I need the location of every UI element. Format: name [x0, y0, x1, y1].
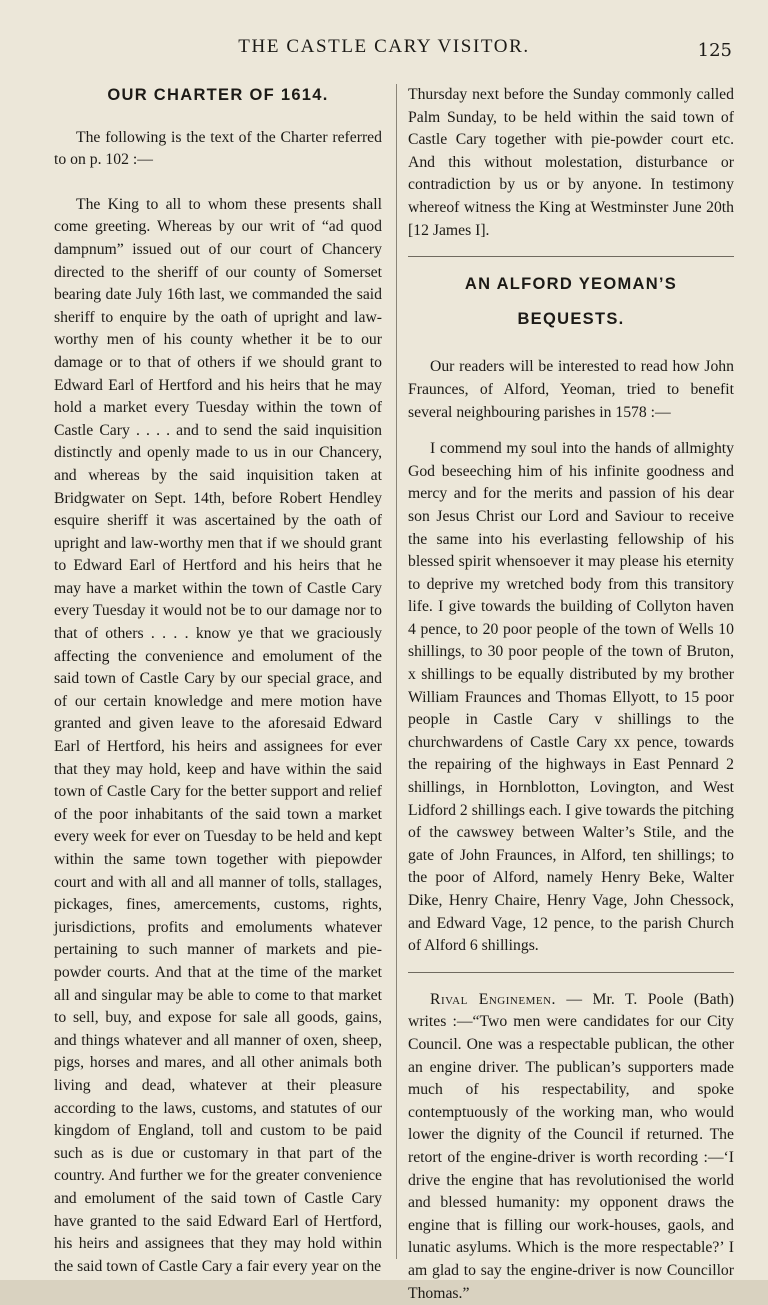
right-column: [408, 84, 734, 1305]
charter-body-part1: The King to all to whom these presents shall come greeting. Whereas by our writ of “ad quod dampnum” issued out of our court of Chancery directed to the sheriff of our county of Somerset bearing date July 16th last, we commanded the said sheriff to enquire by the oath of upright and law-worthy men of his county whether it be to our damage or to that of others if we should grant to Edward Earl of Hertford and his heirs that he may hold a market every Tuesday within the town of Castle Cary . . . . and to send the said inquisition distinctly and openly made to us in our Chancery, and whereas by the said inquisition taken at Bridgwater on Sept. 14th, before Robert Hendley esquire sheriff it was ascertained by the oath of upright and law-worthy men that if we should grant to Edward Earl of Hertford and his heirs that he may have a market within the town of Castle Cary every Tuesday it would not be to our damage nor to that of others . . . . know ye that we graciously affecting the convenience and emolument of the said town of Castle Cary by our special grace, and of our certain knowledge and mere motion have granted and given leave to the aforesaid Edward Earl of Hertford, his heirs and assignees for ever that they may hold, keep and have within the said town of Castle Cary for the better support and relief of the poor inhabitants of the said town a market every week for ever on Tuesday to be held and kept within the same town together with piepowder court and with all and all manner of tolls, stallages, pickages, fines, amercements, customs, rights, jurisdictions, profits and emoluments whatever pertaining to such manner of markets and pie-powder courts. And that at the time of the market all and singular may be able to come to that market to sell, buy, and expose for sale all goods, gains, and things whatever and all manner of oxen, sheep, pigs, horses and mares, and all other animals both living and dead, whatever at their pleasure according to the laws, customs, and statutes of our kingdom of England, toll and custom to be paid such as is due or customary in that part of the country. And further we for the greater convenience and emolument of the said town of Castle Cary have granted to the said Edward Earl of Hertford, his heirs and assignees that they may hold within the said town of Castle Cary a fair every year on the: [54, 195, 382, 1275]
charter-heading: OUR CHARTER OF 1614.: [107, 86, 329, 104]
rival-enginemen-body: — Mr. T. Poole (Bath) writes :—“Two men were candidates for our City Council. One was a respectable publican, the other an engine driver. The publican’s supporters made much of his respectability, and spoke contemptuously of the working man, who would lower the dignity of the Council if returned. The retort of the engine-driver is worth recording :—‘I drive the engine that has revolutionised the world and blessed humanity: my opponent draws the engine that is filling our work-houses, gaols, and lunatic asylums. Which is the more respectable?’ I am glad to say the engine-driver is now Councillor Thomas.”: [408, 990, 734, 1302]
publication-title: THE CASTLE CARY VISITOR.: [238, 36, 530, 57]
charter-body-part2: Thursday next before the Sunday commonly called Palm Sunday, to be held within the said town of Castle Cary together with pie-powder court etc. And this without molestation, disturbance or contradiction by us or by anyone. In testimony whereof witness the King at Westminster June 20th [12 James I].: [408, 86, 734, 239]
left-column: [54, 84, 382, 1278]
running-header: [0, 36, 768, 68]
rival-enginemen-paragraph: [408, 989, 734, 1305]
charter-intro: The following is the text of the Charter referred to on p. 102 :—: [54, 128, 382, 169]
alford-body: I commend my soul into the hands of allmighty God beseeching him of his infinite goodness and mercy and for the merits and passion of his dear son Jesus Christ our Lord and Saviour to receive the same into his everlasting fellowship of his blessed spirit whensoever it may please his eternity to deprive my wretched body from this transitory life. I give towards the building of Collyton haven 4 pence, to 20 poor people of the town of Wells 10 shillings, to 30 poor people of the town of Bruton, x shillings to be equally distributed by my brother William Fraunces and Thomas Ellyott, to 15 poor people in Castle Cary v shillings to the churchwardens of Castle Cary xx pence, towards the repairing of the highways in East Pennard 2 shillings, in Hornblotton, Lovington, and West Lidford 2 shillings each. I give towards the pitching of the cawswey between Walter’s Stile, and the gate of John Fraunces, in Alford, ten shillings; to the poor of Alford, namely Henry Beke, Walter Dike, Henry Chaire, Henry Vage, John Chessock, and Edward Vage, 12 pence, to the parish Church of Alford 6 shillings.: [408, 440, 734, 955]
rival-enginemen-lead: Rival Enginemen.: [430, 990, 556, 1008]
alford-heading-line1: AN ALFORD YEOMAN’S: [464, 275, 678, 294]
page-number: 125: [697, 40, 732, 61]
section-rule-2: [408, 972, 734, 973]
column-divider: [396, 84, 397, 1259]
section-rule: [408, 256, 734, 257]
alford-intro: Our readers will be interested to read how John Fraunces, of Alford, Yeoman, tried to benefit several neighbouring parishes in 1578 :—: [408, 358, 734, 421]
alford-heading-line2: BEQUESTS.: [517, 309, 625, 328]
